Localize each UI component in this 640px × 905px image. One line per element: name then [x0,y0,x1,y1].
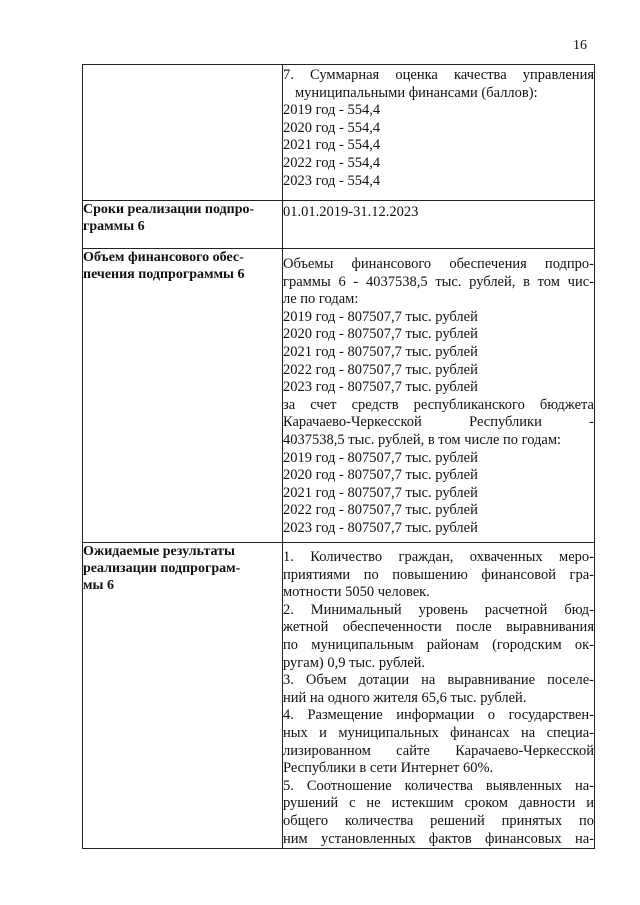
content-line: 7. Суммарная оценка качества управления [283,67,594,83]
content-line: ле по годам: [283,291,359,308]
content-line: 01.01.2019-31.12.2023 [283,204,419,220]
content-line: 2023 год - 807507,7 тыс. рублей [283,519,478,536]
content-line: Объемы финансового обеспечения подпро- [283,256,594,272]
content-line: 2022 год - 807507,7 тыс. рублей [283,361,478,378]
content-line: граммы 6 - 4037538,5 тыс. рублей, в том чис- [283,273,594,290]
passport-table [82,64,595,849]
content-line: муниципальными финансами (баллов): [295,84,538,101]
row-implementation-period [83,201,595,249]
row-content-cell [283,543,595,849]
row-label-cell [83,201,283,249]
row-label-line: реализации подпрограм- [83,561,241,576]
content-line: 2023 год - 807507,7 тыс. рублей [283,379,478,396]
content-line: Карачаево-Черкесской Республики - [283,414,594,431]
content-line: ругам) 0,9 тыс. рублей. [283,654,426,671]
row-expected-results [83,543,595,849]
content-line: ных и муниципальных финансах на специа- [283,724,594,741]
content-line: 5. Соотношение количества выявленных на- [283,777,594,794]
row-content-cell [283,249,595,543]
row-label-line: Объем финансового обес- [83,250,244,265]
content-line: 2019 год - 807507,7 тыс. рублей [283,449,478,466]
content-line: ним установленных фактов финансовых на- [283,830,594,847]
row-content-cell [283,201,595,249]
row-label-cell [83,249,283,543]
row-financing-volume [83,249,595,543]
content-line: мотности 5050 человек. [283,584,430,601]
content-line: 4037538,5 тыс. рублей, в том числе по годам: [283,431,562,448]
row-label-line: печения подпрограммы 6 [83,267,245,282]
content-line: 2021 год - 554,4 [283,137,381,154]
row-content-cell [283,65,595,201]
content-line: общего количества решений принятых по [283,812,594,829]
row-quality-assessment [83,65,595,201]
row-label-cell [83,543,283,849]
content-line: 3. Объем дотации на выравнивание поселе- [283,672,594,689]
content-line: 4. Размещение информации о государствен- [283,707,594,724]
content-line: 2020 год - 554,4 [283,119,381,136]
content-line: рушений с не истекшим сроком давности и [283,795,594,812]
content-line: лизированном сайте Карачаево-Черкесской [283,742,594,759]
row-label-line: Сроки реализации подпро- [83,202,255,217]
row-label-line: мы 6 [83,578,114,593]
content-line: за счет средств республиканского бюджета [283,396,594,413]
content-line: 2019 год - 807507,7 тыс. рублей [283,308,478,325]
content-line: ний на одного жителя 65,6 тыс. рублей. [283,689,527,706]
content-line: 2020 год - 807507,7 тыс. рублей [283,467,478,484]
content-line: Республики в сети Интернет 60%. [283,760,494,777]
page-number: 16 [573,38,587,53]
table-body [83,65,595,849]
content-line: 1. Количество граждан, охваченных меро- [283,549,594,565]
content-line: приятиями по повышению финансовой гра- [283,566,594,583]
content-line: 2. Минимальный уровень расчетной бюд- [283,601,594,618]
content-line: 2022 год - 807507,7 тыс. рублей [283,502,478,519]
content-line: 2022 год - 554,4 [283,154,381,171]
content-line: 2019 год - 554,4 [283,102,381,119]
content-line: 2020 год - 807507,7 тыс. рублей [283,326,478,343]
row-label-line: Ожидаемые результаты [83,544,235,559]
content-line: жетной обеспеченности после выравнивания [283,619,594,636]
row-label-line: граммы 6 [83,219,145,234]
content-line: 2023 год - 554,4 [283,172,381,189]
content-line: 2021 год - 807507,7 тыс. рублей [283,343,478,360]
content-line: 2021 год - 807507,7 тыс. рублей [283,484,478,501]
row-label-cell [83,65,283,201]
content-line: по муниципальным районам (городским ок- [283,636,594,653]
